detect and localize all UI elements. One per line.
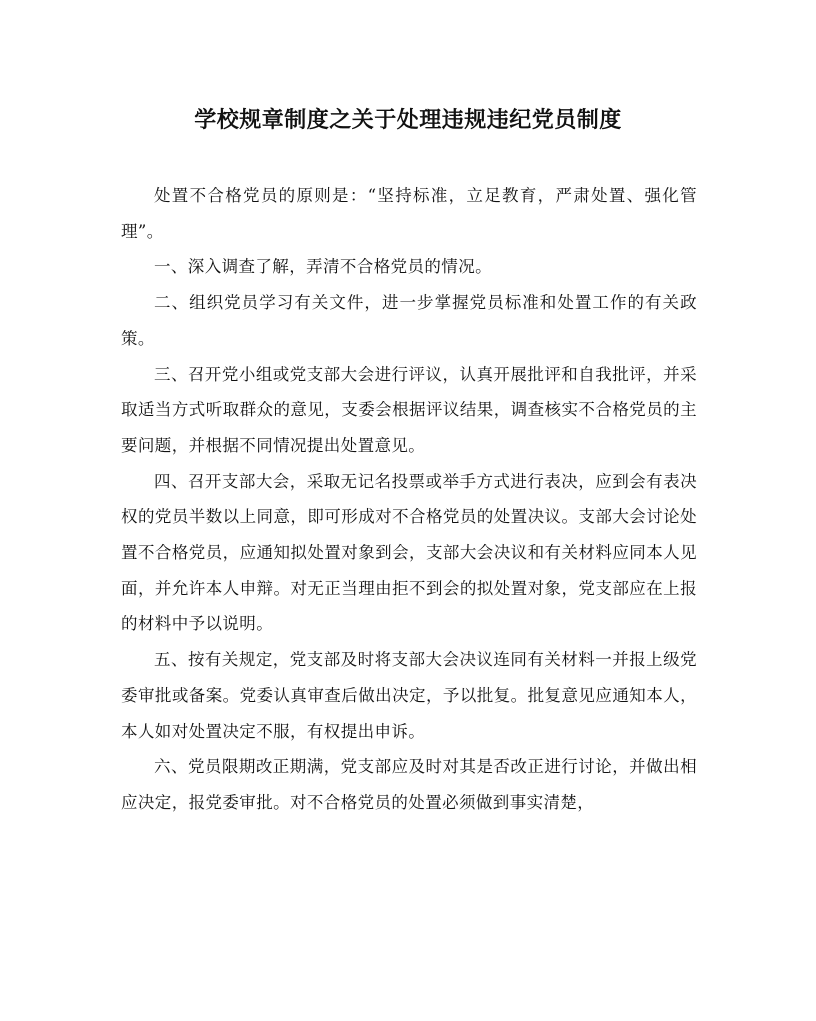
paragraph-step-3: 三、召开党小组或党支部大会进行评议，认真开展批评和自我批评，并采取适当方式听取群众的意见，支委会根据评议结果，调查核实不合格党员的主要问题，并根据不同情况提出处置意见。 xyxy=(121,364,697,455)
paragraph-step-5: 五、按有关规定，党支部及时将支部大会决议连同有关材料一并报上级党委审批或备案。党委认真审查后做出决定，予以批复。批复意见应通知本人，本人如对处置决定不服，有权提出申诉。 xyxy=(121,650,697,741)
document-title: 学校规章制度之关于处理违规违纪党员制度 xyxy=(194,107,622,133)
paragraph-step-1: 一、深入调查了解，弄清不合格党员的情况。 xyxy=(154,257,492,277)
paragraph-principle: 处置不合格党员的原则是：“坚持标准，立足教育，严肃处置、强化管理”。 xyxy=(121,186,697,241)
paragraph-step-6: 六、党员限期改正期满，党支部应及时对其是否改正进行讨论，并做出相应决定，报党委审批。对不合格党员的处置必须做到事实清楚， xyxy=(121,757,697,812)
paragraph-step-4: 四、召开支部大会，采取无记名投票或举手方式进行表决，应到会有表决权的党员半数以上同意，即可形成对不合格党员的处置决议。支部大会讨论处置不合格党员，应通知拟处置对象到会，支部大会决议和有关材料应同本人见面，并允许本人申辩。对无正当理由拒不到会的拟处置对象，党支部应在上报的材料中予以说明。 xyxy=(121,471,697,634)
paragraph-step-2: 二、组织党员学习有关文件，进一步掌握党员标准和处置工作的有关政策。 xyxy=(121,293,697,348)
document-body xyxy=(121,178,697,821)
